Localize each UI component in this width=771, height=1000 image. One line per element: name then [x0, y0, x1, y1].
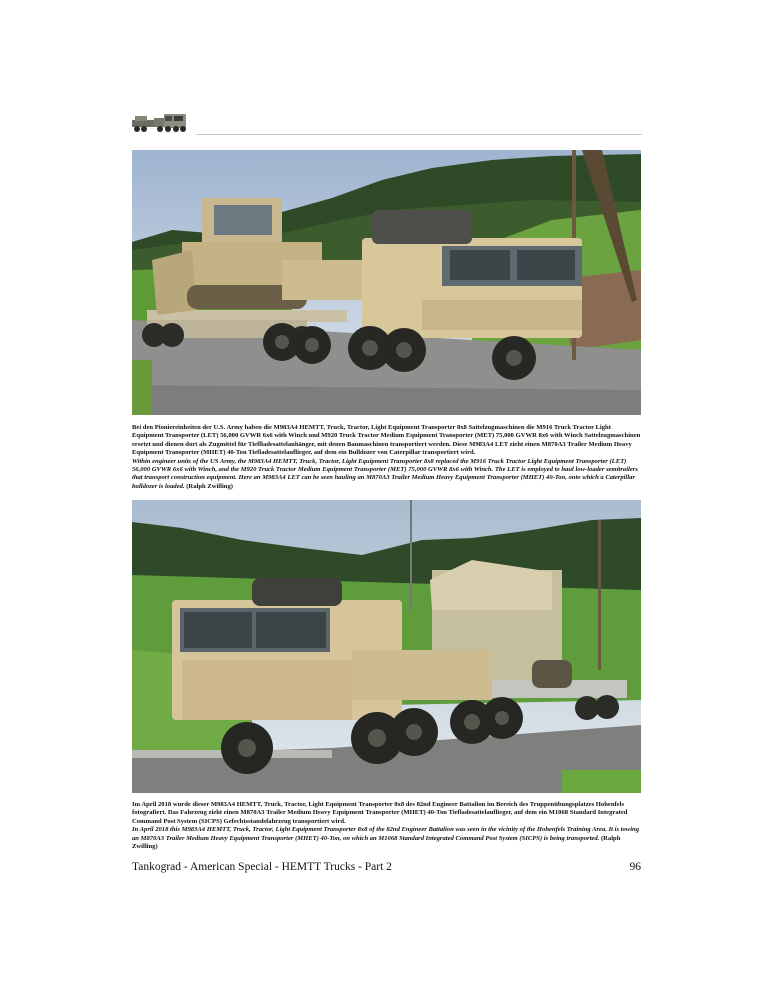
caption-1-german: Bei den Pioniereinheiten der U.S. Army haben die M983A4 HEMTT, Truck, Tractor, Light Equipment Transporter 8x8 Sattelzugmaschinen die M916 Truck Tractor Light Equipment Transporter (LET) 56,000 GVWR 6x6 with Winch und M920 Truck Tractor Medium Equipment Transporter (MET) 75,000 GVWR 8x6 with Winch Sattelzugmaschinen ersetzt und dienen dort als Zugmittel für Tieflladesattelanhänger, mit denen Baumaschinen transportiert werden. Diese M983A4 LET zieht einen M870A3 Trailer Medium Heavy Equipment Transporter (MHET) 40-Ton Tiefladesattelauflieger, auf dem ein Bulldozer von Caterpillar transportiert wird. — [132, 424, 641, 457]
caption-2-credit: (Ralph Zwilling) — [132, 834, 621, 851]
header-rule — [196, 134, 642, 135]
caption-1-english-text: Within engineer units of the US Army, the M983A4 HEMTT, Truck, Tractor, Light Equipment Transporter 8x8 replaced the M916 Truck Tractor Light Equipment Transporter (LET) 56,000 GVWR 6x6 with Winch, and the M920 Truck Tractor Medium Equipment Transporter (MET) 75,000 GVWR 8x6 with Winch. The LET is employed to haul low-loader semitrailers that transport construction equipment. Here an M983A4 LET can be seen hauling an M870A3 Trailer Medium Heavy Equipment Transporter (MHET) 40-Ton, onto which a Caterpillar bulldozer is loaded. — [132, 457, 638, 490]
photo-bulldozer-transport — [132, 150, 641, 415]
page-number: 96 — [629, 861, 641, 873]
caption-2-german: Im April 2018 wurde dieser M983A4 HEMTT, Truck, Tractor, Light Equipment Transporter 8x8 des 82nd Engineer Battalion im Bereich des Truppenübungsplatzes Hohenfels fotografiert. Das Fahrzeug zieht einen M870A3 Trailer Medium Heavy Equipment Transporter (MHET) 40-Ton Tiefladesattelauflieger, auf dem ein M1068 Standard Integrated Command Post System (SICPS) Gefechtsstandsfahrzeug transportiert wird. — [132, 801, 628, 825]
caption-1-english — [132, 458, 641, 492]
caption-2-english-text: In April 2018 this M983A4 HEMTT, Truck, Tractor, Light Equipment Transporter 8x8 of the 82nd Engineer Battalion was seen in the vicinity of the Hohenfels Training Area. It is towing an M870A3 Trailer Medium Heavy Equipment Transporter (MHET) 40-Ton, on which an M1068 Standard Integrated Command Post System (SICPS) is being transported. — [132, 826, 639, 842]
caption-photo-2 — [132, 801, 641, 851]
caption-1-credit: (Ralph Zwilling) — [186, 482, 233, 490]
footer-title: Tankograd - American Special - HEMTT Trucks - Part 2 — [132, 861, 392, 873]
caption-2-english — [132, 826, 641, 851]
photo-sicps-transport — [132, 500, 641, 793]
caption-photo-1 — [132, 424, 641, 491]
header-truck-icon — [130, 110, 190, 136]
